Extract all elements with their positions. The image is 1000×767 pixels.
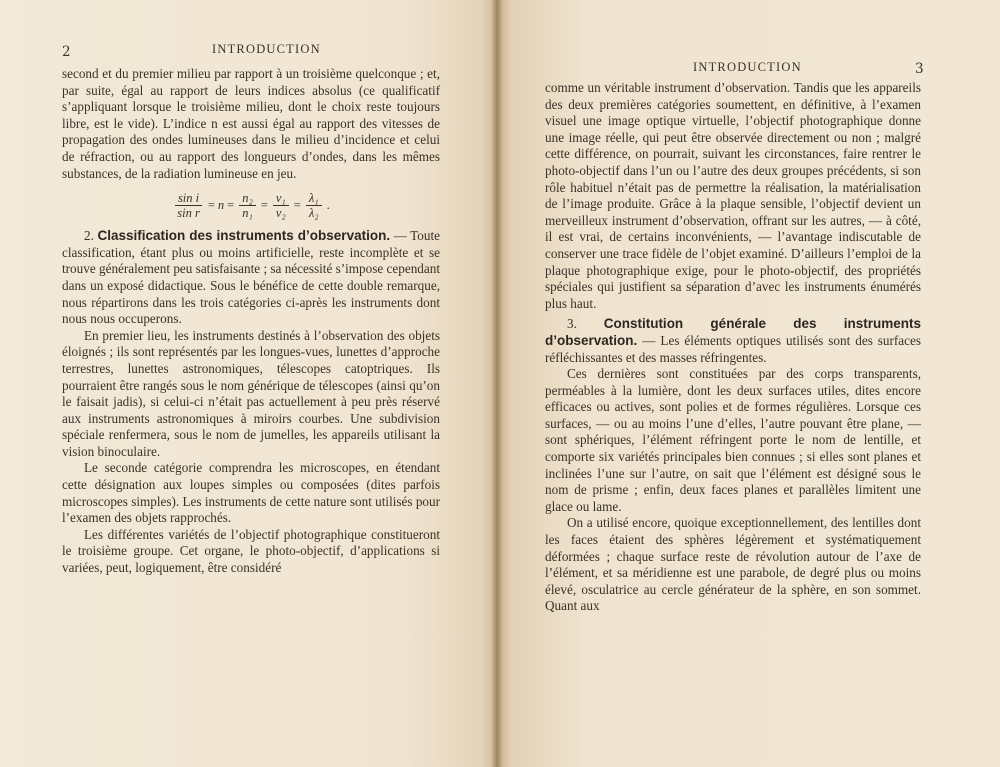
paragraph: Ces dernières sont constituées par des corps transparents, perméables à la lumière, dont les deux surfaces utiles, dites encore efficaces ou actives, sont polies et de formes régulières. Lorsque ces surfaces, — ou au moins l’une d’elles, l’autre pouvant être plane, — sont sphériques, l’élément réfringent porte le nom de lentille, et comporte six variétés principales bien connues ; si elles sont planes et inclinées l’une sur l’autre, on sait que l’élément est désigné sous le nom de prisme ; enfin, deux faces planes et parallèles limitent une glace ou lame. xyxy=(545,366,921,514)
paragraph: Le seconde catégorie comprendra les microscopes, en étendant cette désignation aux loupes simples ou composées (dites parfois microscopes simples). Les instruments de cette nature sont utilisés pour l’examen des objets rapprochés. xyxy=(62,460,440,526)
running-header-left: INTRODUCTION xyxy=(212,42,321,56)
fraction-sin: $\frac{\text{sin i}}{\text{sin r}}$ xyxy=(174,191,203,220)
left-page-body xyxy=(62,66,440,577)
section-3-paragraph: 3. Constitution générale des instruments d’observation. — Les éléments optiques utilisés sont des surfaces réfléchissantes et des masses réfringentes. xyxy=(545,316,922,365)
book-gutter xyxy=(491,0,503,767)
right-page xyxy=(497,0,1000,767)
right-page-body xyxy=(545,80,921,615)
section-2-paragraph: 2. Classification des instruments d’observation. — Toute classification, étant plus ou moins artificielle, reste incomplète et se trouve généralement peu satisfaisante ; sa nécessité s’impose cependant dans un exposé didactique. Sous le bénéfice de cette double remarque, nous répartirons dans les trois catégories ci-après les instruments dont nous nous occuperons. xyxy=(62,228,440,327)
fraction-velocities: $\frac{\text{v₁}}{\text{v₂}}$ xyxy=(273,191,289,220)
fraction-wavelengths: $\frac{\text{λ₁}}{\text{λ₂}}$ xyxy=(306,191,322,220)
refraction-formula: $\frac{\text{sin i}}{\text{sin r}}$ = n = $\frac{\text{n₂}}{\text{n₁}}$ = $\frac{\text{v₁}}{\text{v₂}}$ = $\frac{\text{λ₁}}{\text{λ₂}}$ . xyxy=(62,188,440,222)
paragraph: On a utilisé encore, quoique exceptionnellement, des lentilles dont les faces étaient des sphères légèrement et systématiquement déformées ; chaque surface reste de révolution autour de l’axe de l’élément, et sa méridienne est une parabole, de degré plus ou moins élevé, osculatrice au cercle générateur de la sphère, en son sommet. Quant aux xyxy=(545,515,921,614)
page-number-right: 3 xyxy=(915,61,924,77)
paragraph: second et du premier milieu par rapport à un troisième quelconque ; et, par suite, égal au rapport de leurs indices absolus (ce qualificatif s’appliquant lorsque le troisième milieu, dont le choix reste toujours libre, est le vide). L’indice n est aussi égal au rapport des vitesses de propagation des ondes lumineuses dans le milieu d’incidence et celui de réfraction, ou au rapport des longueurs d’ondes, dans les mêmes substances, de la radiation lumineuse en jeu. xyxy=(62,66,440,181)
fraction-indices: $\frac{\text{n₂}}{\text{n₁}}$ xyxy=(239,191,256,220)
section-heading: Classification des instruments d’observation. xyxy=(97,228,391,244)
paragraph: Les différentes variétés de l’objectif photographique constitueront le troisième groupe. Cet organe, le photo-objectif, d’applications si variées, peut, logiquement, être considéré xyxy=(62,526,440,576)
page-number-left: 2 xyxy=(62,44,71,60)
paragraph: comme un véritable instrument d’observation. Tandis que les appareils des deux premières catégories soumettent, en définitive, à l’examen visuel une image optique virtuelle, l’objectif photographique donne une image réelle, qui peut être observée directement ou non ; malgré cette différence, on pourrait, suivant les circonstances, faire rentrer le photo-objectif dans l’un ou l’autre des deux groupes précédents, si son rôle habituel n’était pas de permettre la réalisation, la matérialisation de l’image produite. Grâce à la plaque sensible, l’objectif devient un merveilleux instrument d’observation, offrant sur les autres, — à côté, il est vrai, de certains inconvénients, — l’avantage indiscutable de conserver une trace fidèle de l’objet examiné. D’ailleurs l’emploi de la plaque photographique exige, pour le photo-objectif, des propriétés spéciales qui justifient sa séparation d’avec les instruments énumérés plus haut. xyxy=(545,80,921,311)
paragraph: En premier lieu, les instruments destinés à l’observation des objets éloignés ; ils sont représentés par les longues-vues, lunettes d’approche terrestres, lunettes astronomiques, télescopes catoptriques. Ils pourraient être rangés sous le nom générique de télescopes (ainsi qu’on le faisait jadis), si celui-ci n’était pas actuellement à peu près réservé aux instruments astronomiques à miroirs courbes. Une subdivision spéciale renfermera, sous le nom de jumelles, les appareils utilisant la vision binoculaire. xyxy=(62,327,440,459)
section-heading: Constitution générale des instruments d’observation. xyxy=(545,316,921,348)
running-header-right: INTRODUCTION xyxy=(693,60,802,74)
left-page xyxy=(0,0,497,767)
section-number: 3. xyxy=(567,316,577,332)
section-number: 2. xyxy=(84,228,94,244)
